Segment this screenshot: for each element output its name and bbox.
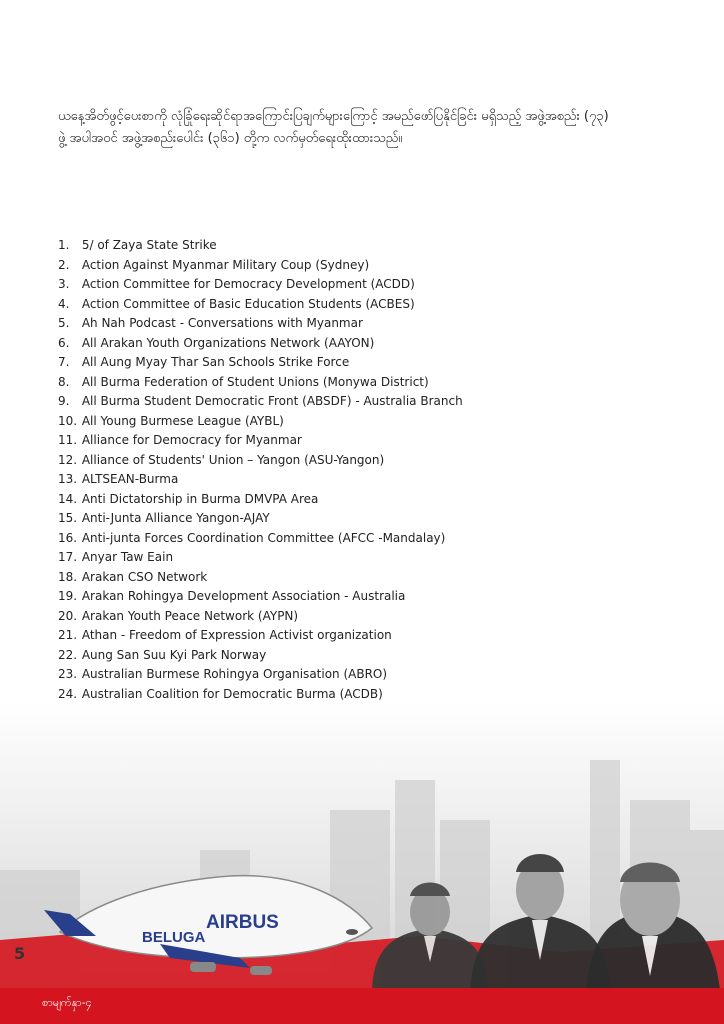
list-item-number: 19. xyxy=(58,589,78,603)
intro-line-1: ယနေ့အိတ်ဖွင့်ပေးစာကို လုံခြုံရေးဆိုင်ရာအကြောင်းပြချက်များကြောင့် အမည်ဖော်ပြနိုင်ခြင်း မရှိသည့် အဖွဲ့အစည်း (၇၃) xyxy=(58,109,609,124)
list-item-name: Aung San Suu Kyi Park Norway xyxy=(81,647,267,662)
list-item-number: 6. xyxy=(58,335,70,350)
list-item xyxy=(58,568,518,588)
list-item-name: Anti-junta Forces Coordination Committee (AFCC -Mandalay) xyxy=(81,530,446,545)
list-item-name: Action Committee of Basic Education Students (ACBES) xyxy=(81,296,415,311)
footer-text: စာမျက်နှာ-၄ xyxy=(42,996,92,1009)
list-item-number: 1. xyxy=(58,238,70,252)
list-item-name: All Arakan Youth Organizations Network (AAYON) xyxy=(81,335,375,350)
list-item-number: 16. xyxy=(58,530,78,545)
list-item xyxy=(58,373,518,393)
list-item-name: ALTSEAN-Burma xyxy=(81,472,179,486)
list-item-number: 13. xyxy=(58,472,78,486)
list-item-number: 23. xyxy=(58,667,78,681)
list-item-name: Anti-Junta Alliance Yangon-AJAY xyxy=(81,511,270,525)
list-item-number: 22. xyxy=(58,647,78,662)
list-item xyxy=(58,607,518,627)
list-item-number: 5. xyxy=(58,316,70,330)
aircraft-label-airbus: AIRBUS xyxy=(206,912,279,933)
list-item-name: Alliance of Students' Union – Yangon (ASU-Yangon) xyxy=(81,452,385,467)
list-item xyxy=(58,470,518,490)
list-item-name: Australian Coalition for Democratic Burma (ACDB) xyxy=(81,686,383,701)
page-number: 5 xyxy=(14,944,26,963)
list-item xyxy=(58,275,518,295)
list-item-name: Anyar Taw Eain xyxy=(81,550,174,564)
background-scene xyxy=(0,700,724,990)
list-item-name: Anti Dictatorship in Burma DMVPA Area xyxy=(81,491,319,506)
list-item xyxy=(58,587,518,607)
list-item-name: Action Committee for Democracy Development (ACDD) xyxy=(81,277,415,291)
list-item xyxy=(58,256,518,276)
footer-bar xyxy=(0,988,724,1024)
intro-paragraph xyxy=(58,106,688,150)
list-item-number: 7. xyxy=(58,355,70,369)
list-item-name: All Burma Federation of Student Unions (Monywa District) xyxy=(81,374,429,389)
list-item-name: All Aung Myay Thar San Schools Strike Force xyxy=(81,355,350,369)
list-item xyxy=(58,451,518,471)
list-item xyxy=(58,431,518,451)
intro-line-2: ဖွဲ့ အပါအဝင် အဖွဲ့အစည်းပေါင်း (၃၆၁) တို့က လက်မှတ်ရေးထိုးထားသည်။ xyxy=(58,131,403,146)
list-item xyxy=(58,314,518,334)
list-item xyxy=(58,353,518,373)
list-item-name: 5/ of Zaya State Strike xyxy=(81,238,217,252)
list-item-number: 2. xyxy=(58,257,70,272)
list-item xyxy=(58,509,518,529)
list-item xyxy=(58,490,518,510)
list-item-name: All Young Burmese League (AYBL) xyxy=(81,413,284,428)
list-item-name: All Burma Student Democratic Front (ABSDF) - Australia Branch xyxy=(81,394,463,408)
list-item-name: Athan - Freedom of Expression Activist organization xyxy=(81,628,392,642)
list-item-number: 15. xyxy=(58,511,78,525)
list-item-number: 20. xyxy=(58,608,78,623)
list-item-name: Ah Nah Podcast - Conversations with Myanmar xyxy=(81,316,363,330)
list-item-number: 9. xyxy=(58,394,70,408)
list-item xyxy=(58,236,518,256)
list-item-number: 11. xyxy=(58,433,78,447)
aircraft-label-beluga: BELUGA xyxy=(142,929,206,946)
list-item-name: Arakan Youth Peace Network (AYPN) xyxy=(81,608,299,623)
list-item-number: 21. xyxy=(58,628,78,642)
list-item-number: 12. xyxy=(58,452,78,467)
list-item xyxy=(58,334,518,354)
list-item xyxy=(58,295,518,315)
list-item-number: 24. xyxy=(58,686,78,701)
list-item xyxy=(58,529,518,549)
list-item xyxy=(58,392,518,412)
list-item-name: Arakan CSO Network xyxy=(81,569,208,584)
list-item-name: Australian Burmese Rohingya Organisation (ABRO) xyxy=(81,667,388,681)
list-item xyxy=(58,412,518,432)
list-item xyxy=(58,646,518,666)
list-item-number: 10. xyxy=(58,413,78,428)
list-item-number: 17. xyxy=(58,550,78,564)
list-item-name: Alliance for Democracy for Myanmar xyxy=(81,433,302,447)
list-item xyxy=(58,548,518,568)
list-item-name: Action Against Myanmar Military Coup (Sydney) xyxy=(81,257,370,272)
list-item-number: 4. xyxy=(58,296,70,311)
list-item xyxy=(58,626,518,646)
list-item-number: 3. xyxy=(58,277,70,291)
list-item-name: Arakan Rohingya Development Association - Australia xyxy=(81,589,406,603)
list-item-number: 8. xyxy=(58,374,70,389)
list-item xyxy=(58,665,518,685)
list-item-number: 18. xyxy=(58,569,78,584)
list-item-number: 14. xyxy=(58,491,78,506)
